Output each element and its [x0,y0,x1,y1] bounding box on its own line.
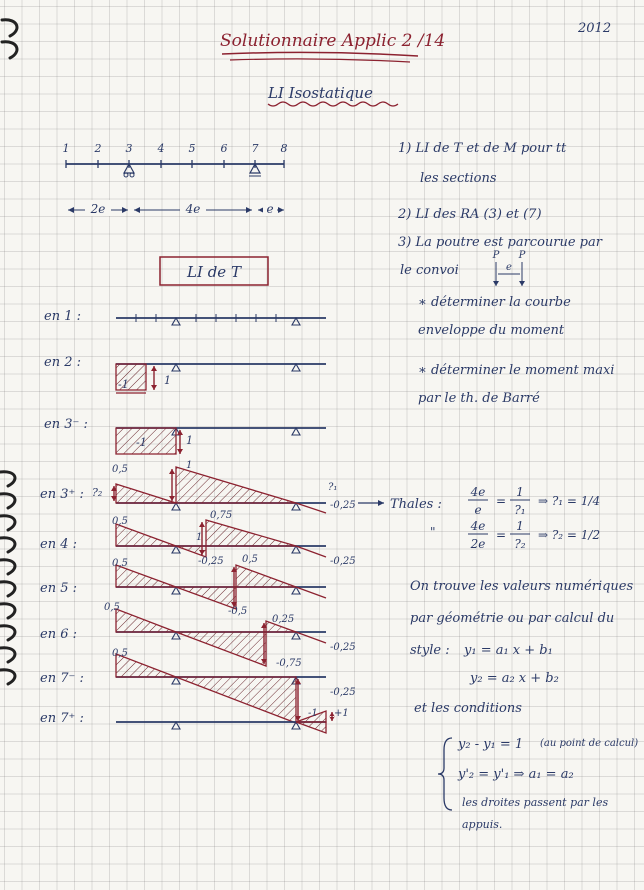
row-label: en 4 : [40,537,77,552]
node-number: 3 [125,142,133,155]
row-label: en 1 : [44,309,81,324]
value-label: 0,5 [112,558,128,569]
support-icon [292,428,300,435]
span-label: e [266,202,274,216]
condition-line: y'₂ = y'₁ ⇒ a₁ = a₂ [458,767,574,782]
condition-line: y₂ - y₁ = 1 [458,737,524,752]
fraction-den: 2e [470,537,486,551]
fraction-num: 1 [516,519,524,533]
convoy-load-label: P [518,250,526,261]
influence-line-diagrams [66,160,338,733]
question-2: 2) LI des RA (3) et (7) [398,207,542,222]
value-label: -1 [136,436,147,449]
negative-region [296,722,326,733]
value-label: 0,25 [272,614,295,625]
equals-sign: = [496,494,507,508]
value-label: 0,5 [104,602,120,613]
row-label: en 7⁺ : [40,711,84,726]
condition-line: appuis. [462,818,503,831]
question-3-cont: le convoi [400,263,459,278]
title-underline [222,52,418,56]
brace [438,738,452,810]
value-label: -1 [118,378,129,391]
fraction-den: ?₂ [514,537,526,551]
spiral-binding-top [2,20,17,58]
influence-line-tail [296,587,326,598]
value-label: -0,25 [330,556,356,567]
page-subtitle: LI Isostatique [268,84,373,102]
node-number: 2 [94,142,102,155]
value-label: 0,5 [112,516,128,527]
beam-sketch [63,142,288,216]
value-label: ?₁ [328,482,338,493]
node-number: 4 [157,142,165,155]
node-number: 7 [251,142,259,155]
row-label: en 7⁻ : [40,671,84,686]
ditto-mark: " [430,525,436,539]
section-box-title: LI de T [187,263,241,281]
support-icon [172,318,180,325]
negative-region [176,677,296,723]
value-label: 1 [186,434,193,447]
bullet-2-cont: par le th. de Barré [418,391,540,406]
question-3: 3) La poutre est parcourue par [398,235,602,250]
support-icon [292,318,300,325]
convoy-spacing-label: e [506,262,512,273]
value-label: -0,25 [330,500,356,511]
value-label: 0,5 [242,554,258,565]
row-label: en 6 : [40,627,77,642]
node-number: 8 [280,142,288,155]
influence-line-tail [296,546,326,557]
bullet-2: ∗ déterminer le moment maxi [418,363,615,378]
positive-region [236,565,296,587]
support-icon [172,503,180,510]
equation-line: y₂ = a₂ x + b₂ [470,671,559,686]
convoy-sketch [492,250,526,286]
row-label: en 3⁺ : [40,487,84,502]
note-line: style : [410,643,450,658]
value-label: -1 [308,708,318,719]
value-label: -0,25 [330,687,356,698]
question-1-cont: les sections [420,171,497,186]
condition-line: les droites passent par les [462,796,609,809]
positive-region [176,467,296,503]
negative-region [116,484,176,503]
note-line: par géométrie ou par calcul du [410,611,615,626]
row-label: en 5 : [40,581,77,596]
support-icon [172,722,180,729]
value-label: 0,5 [112,464,128,475]
fraction-den: ?₁ [514,503,526,517]
equation-result: ⇒ ?₂ = 1/2 [538,528,601,542]
thales-block [358,485,600,551]
influence-line-tail [296,503,326,513]
value-label: 0,5 [112,648,128,659]
bullet-1: ∗ déterminer la courbe [418,295,571,310]
value-label: 1 [164,374,171,387]
value-label: -0,75 [276,658,302,669]
node-number: 6 [220,142,228,155]
bullet-1-cont: enveloppe du moment [418,323,565,338]
equals-sign: = [496,528,507,542]
value-label: ?₂ [92,486,103,499]
fraction-den: e [474,503,482,517]
span-label: 4e [185,202,201,216]
negative-region [116,524,176,546]
spiral-binding-side [0,472,15,684]
fraction-num: 1 [516,485,524,499]
subtitle-wave [268,102,398,106]
convoy-load-label: P [492,250,500,261]
notes-block [410,579,638,831]
row-label: en 3⁻ : [44,417,88,432]
condition-note: (au point de calcul) [540,738,639,749]
note-line: On trouve les valeurs numériques [410,579,634,594]
value-label: 1 [196,532,203,543]
support-icon [172,364,180,371]
equation-result: ⇒ ?₁ = 1/4 [538,494,601,508]
value-label: +1 [334,708,349,719]
row-labels [40,309,88,726]
thales-label: Thales : [390,497,442,512]
year-label: 2012 [578,21,612,36]
question-1: 1) LI de T et de M pour tt [398,141,567,156]
value-label: -0,25 [198,556,224,567]
span-label: 2e [90,202,106,216]
equation-line: y₁ = a₁ x + b₁ [464,643,553,658]
note-line: et les conditions [414,701,522,716]
fraction-num: 4e [470,485,486,499]
questions-block [397,141,614,406]
negative-region [176,587,236,609]
row-label: en 2 : [44,355,81,370]
value-label: 1 [186,460,193,471]
support-icon [292,364,300,371]
value-label: -0,25 [330,642,356,653]
fraction-num: 4e [470,519,486,533]
node-number: 1 [62,142,70,155]
negative-region [116,609,176,632]
influence-line-tail [296,632,326,643]
title-underline-2 [230,59,410,62]
value-label: 0,75 [210,510,233,521]
page-title: Solutionnaire Applic 2 /14 [220,31,446,51]
negative-region [176,632,266,666]
value-label: -0,5 [228,606,248,617]
positive-region [206,520,296,546]
node-number: 5 [188,142,196,155]
